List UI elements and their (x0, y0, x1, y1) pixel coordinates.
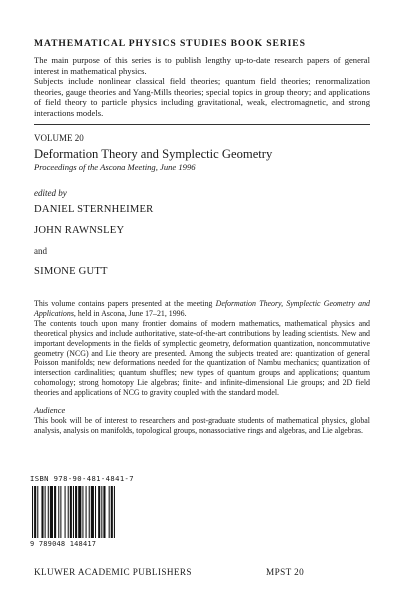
book-title: Deformation Theory and Symplectic Geometry (34, 147, 273, 161)
editor-name: JOHN RAWNSLEY (34, 225, 125, 236)
barcode-icon (30, 486, 154, 538)
volume-number: VOLUME 20 (34, 133, 84, 143)
series-description-purpose: The main purpose of this series is to publish lengthy up-to-date research papers of general interest in mathematical physics. (34, 55, 370, 76)
intro-prefix: This volume contains papers presented at the meeting (34, 299, 216, 308)
meeting-title: Deformation Theory, Symplectic Geometry and Applications (34, 299, 370, 318)
barcode (30, 486, 154, 538)
barcode-digits: 9 789048 148417 (30, 540, 97, 548)
series-description (34, 55, 370, 118)
edited-by-label: edited by (34, 188, 67, 198)
series-title: MATHEMATICAL PHYSICS STUDIES BOOK SERIES (34, 38, 306, 49)
series-code: MPST 20 (266, 567, 305, 577)
intro-suffix: , held in Ascona, June 17–21, 1996. (73, 308, 187, 318)
intro-paragraph (34, 299, 370, 319)
audience-paragraph: This book will be of interest to researchers and post-graduate students of mathematical physics, global analysis, analysis on manifolds, topological groups, nonassociative rings and algebras, and Lie algebras. (34, 416, 370, 435)
book-subtitle: Proceedings of the Ascona Meeting, June 1996 (34, 162, 196, 172)
and-label: and (34, 246, 47, 256)
back-cover (34, 38, 370, 436)
audience-heading: Audience (34, 406, 66, 416)
publisher-name: KLUWER ACADEMIC PUBLISHERS (34, 567, 192, 577)
divider (34, 124, 370, 125)
series-description-subjects: Subjects include nonlinear classical field theories; quantum field theories; renormalization theories, gauge theories and Yang-Mills theories; special topics in group theory; and applications of field theory to particle physics including gravitational, weak, electromagnetic, and strong interactions models. (34, 76, 370, 118)
contents-paragraph: The contents touch upon many frontier domains of modern mathematics, mathematical physics and theoretical physics and include authoritative, state-of-the-art contributions by leading scientists. New and important developments in the fields of symplectic geometry, deformation quantization, noncommutative geometry (NCG) and Lie theory are presented. Among the subjects treated are: quantization of general Poisson manifolds; new deformations needed for the quantization of Nambu mechanics; quantization of intersection cardinalities; quantum shuffles; new types of quantum groups and applications; quantum cohomology; strong homotopy Lie algebras; finite- and infinite-dimensional Lie groups; and 2D field theories and applications of NCG to gravity coupled with the standard model. (34, 318, 370, 398)
isbn-label: ISBN 978-90-481-4841-7 (30, 474, 134, 483)
editor-name: SIMONE GUTT (34, 266, 108, 277)
editor-name: DANIEL STERNHEIMER (34, 204, 154, 215)
